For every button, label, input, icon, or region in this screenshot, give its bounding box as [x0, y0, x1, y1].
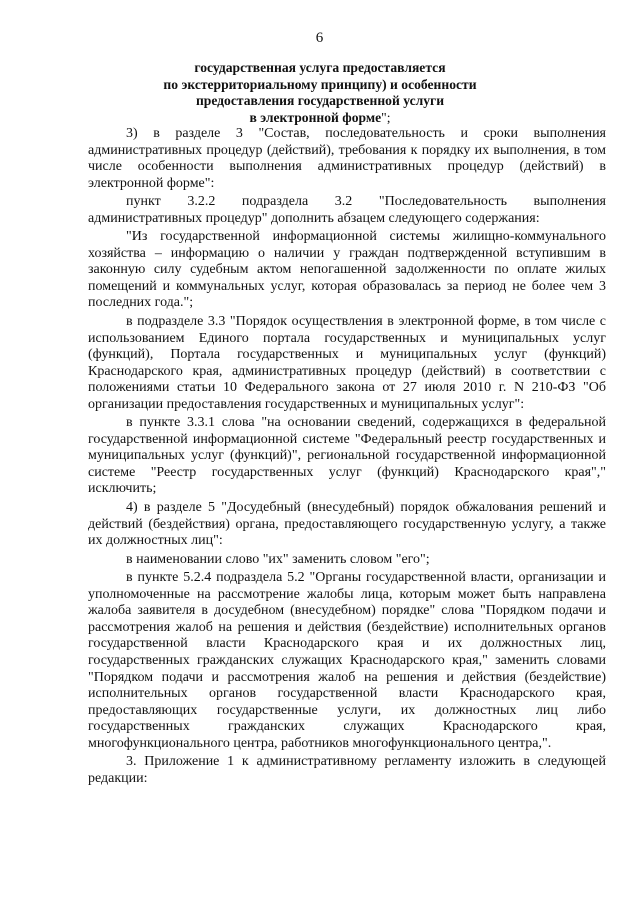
paragraph-item-5-2-4: в пункте 5.2.4 подраздела 5.2 "Органы государственной власти, организации и уполномоченные на рассмотрение жалобы лица, которым может быть направлена жалоба заявителя в досудебном (внесудебном) порядке" слова "Порядком подачи и рассмотрения жалоб на решения и действия (бездействие) исполнительных органов государственной власти Краснодарского края и их должностных лиц, государственных гражданских служащих Краснодарского края," заменить словами "Порядком подачи и рассмотрения жалоб на решения и действия (бездействие) исполнительных органов государственной власти Краснодарского края, предоставляющих государственные услуги, их должностных лиц либо государственных гражданских служащих Краснодарского края, многофункционального центра, работников многофункционального центра,".	[88, 570, 606, 751]
heading-tail: ";	[381, 109, 391, 125]
paragraph-subsection-3-3: в подразделе 3.3 "Порядок осуществления в электронной форме, в том числе с использованием Единого портала государственных и муниципальных услуг (функций), Портала государственных и муниципальных услуг (функций) Краснодарского края, административных процедур (действий) в соответствии с положениями статьи 10 Федерального закона от 27 июля 2010 г. N 210-ФЗ "Об организации предоставления государственных и муниципальных услуг":	[88, 314, 606, 412]
heading-line: по экстерриториальному принципу) и особенности	[163, 76, 477, 92]
paragraph-item-3-2-2: пункт 3.2.2 подраздела 3.2 "Последовательность выполнения административных процедур" дополнить абзацем следующего содержания:	[88, 194, 606, 226]
paragraph-appendix-1: 3. Приложение 1 к административному регламенту изложить в следующей редакции:	[88, 754, 606, 786]
heading-line: предоставления государственной услуги	[195, 93, 445, 108]
paragraph-section-5: 4) в разделе 5 "Досудебный (внесудебный) порядок обжалования решений и действий (бездействия) органа, предоставляющего государственную услугу, а также их должностных лиц":	[88, 500, 606, 549]
paragraph-item-3-3-1: в пункте 3.3.1 слова "на основании сведений, содержащихся в федеральной государственной информационной системе "Федеральный реестр государственных и муниципальных услуг (функций)", региональной государственной информационной системе "Реестр государственных услуг (функций) Краснодарского края"," исключить;	[88, 415, 606, 497]
heading-line: государственная услуга предоставляется	[194, 60, 446, 75]
heading-line	[150, 110, 490, 127]
heading-line-text: в электронной форме	[249, 109, 382, 125]
page-number: 6	[315, 30, 324, 46]
section-heading	[150, 60, 490, 126]
paragraph-quote-gis: "Из государственной информационной системы жилищно-коммунального хозяйства – информацию о наличии у граждан подтвержденной вступившим в законную силу судебным актом непогашенной задолженности по оплате жилых помещений и коммунальных услуг, которая образовалась за период не более чем 3 последних года.";	[88, 229, 606, 311]
paragraph-title-change: в наименовании слово "их" заменить словом "его";	[126, 551, 430, 567]
document-body	[88, 126, 606, 787]
paragraph-section-3: 3) в разделе 3 "Состав, последовательность и сроки выполнения административных процедур (действий), требования к порядку их выполнения, в том числе особенности выполнения административных процедур (действий) в электронной форме":	[88, 126, 606, 191]
